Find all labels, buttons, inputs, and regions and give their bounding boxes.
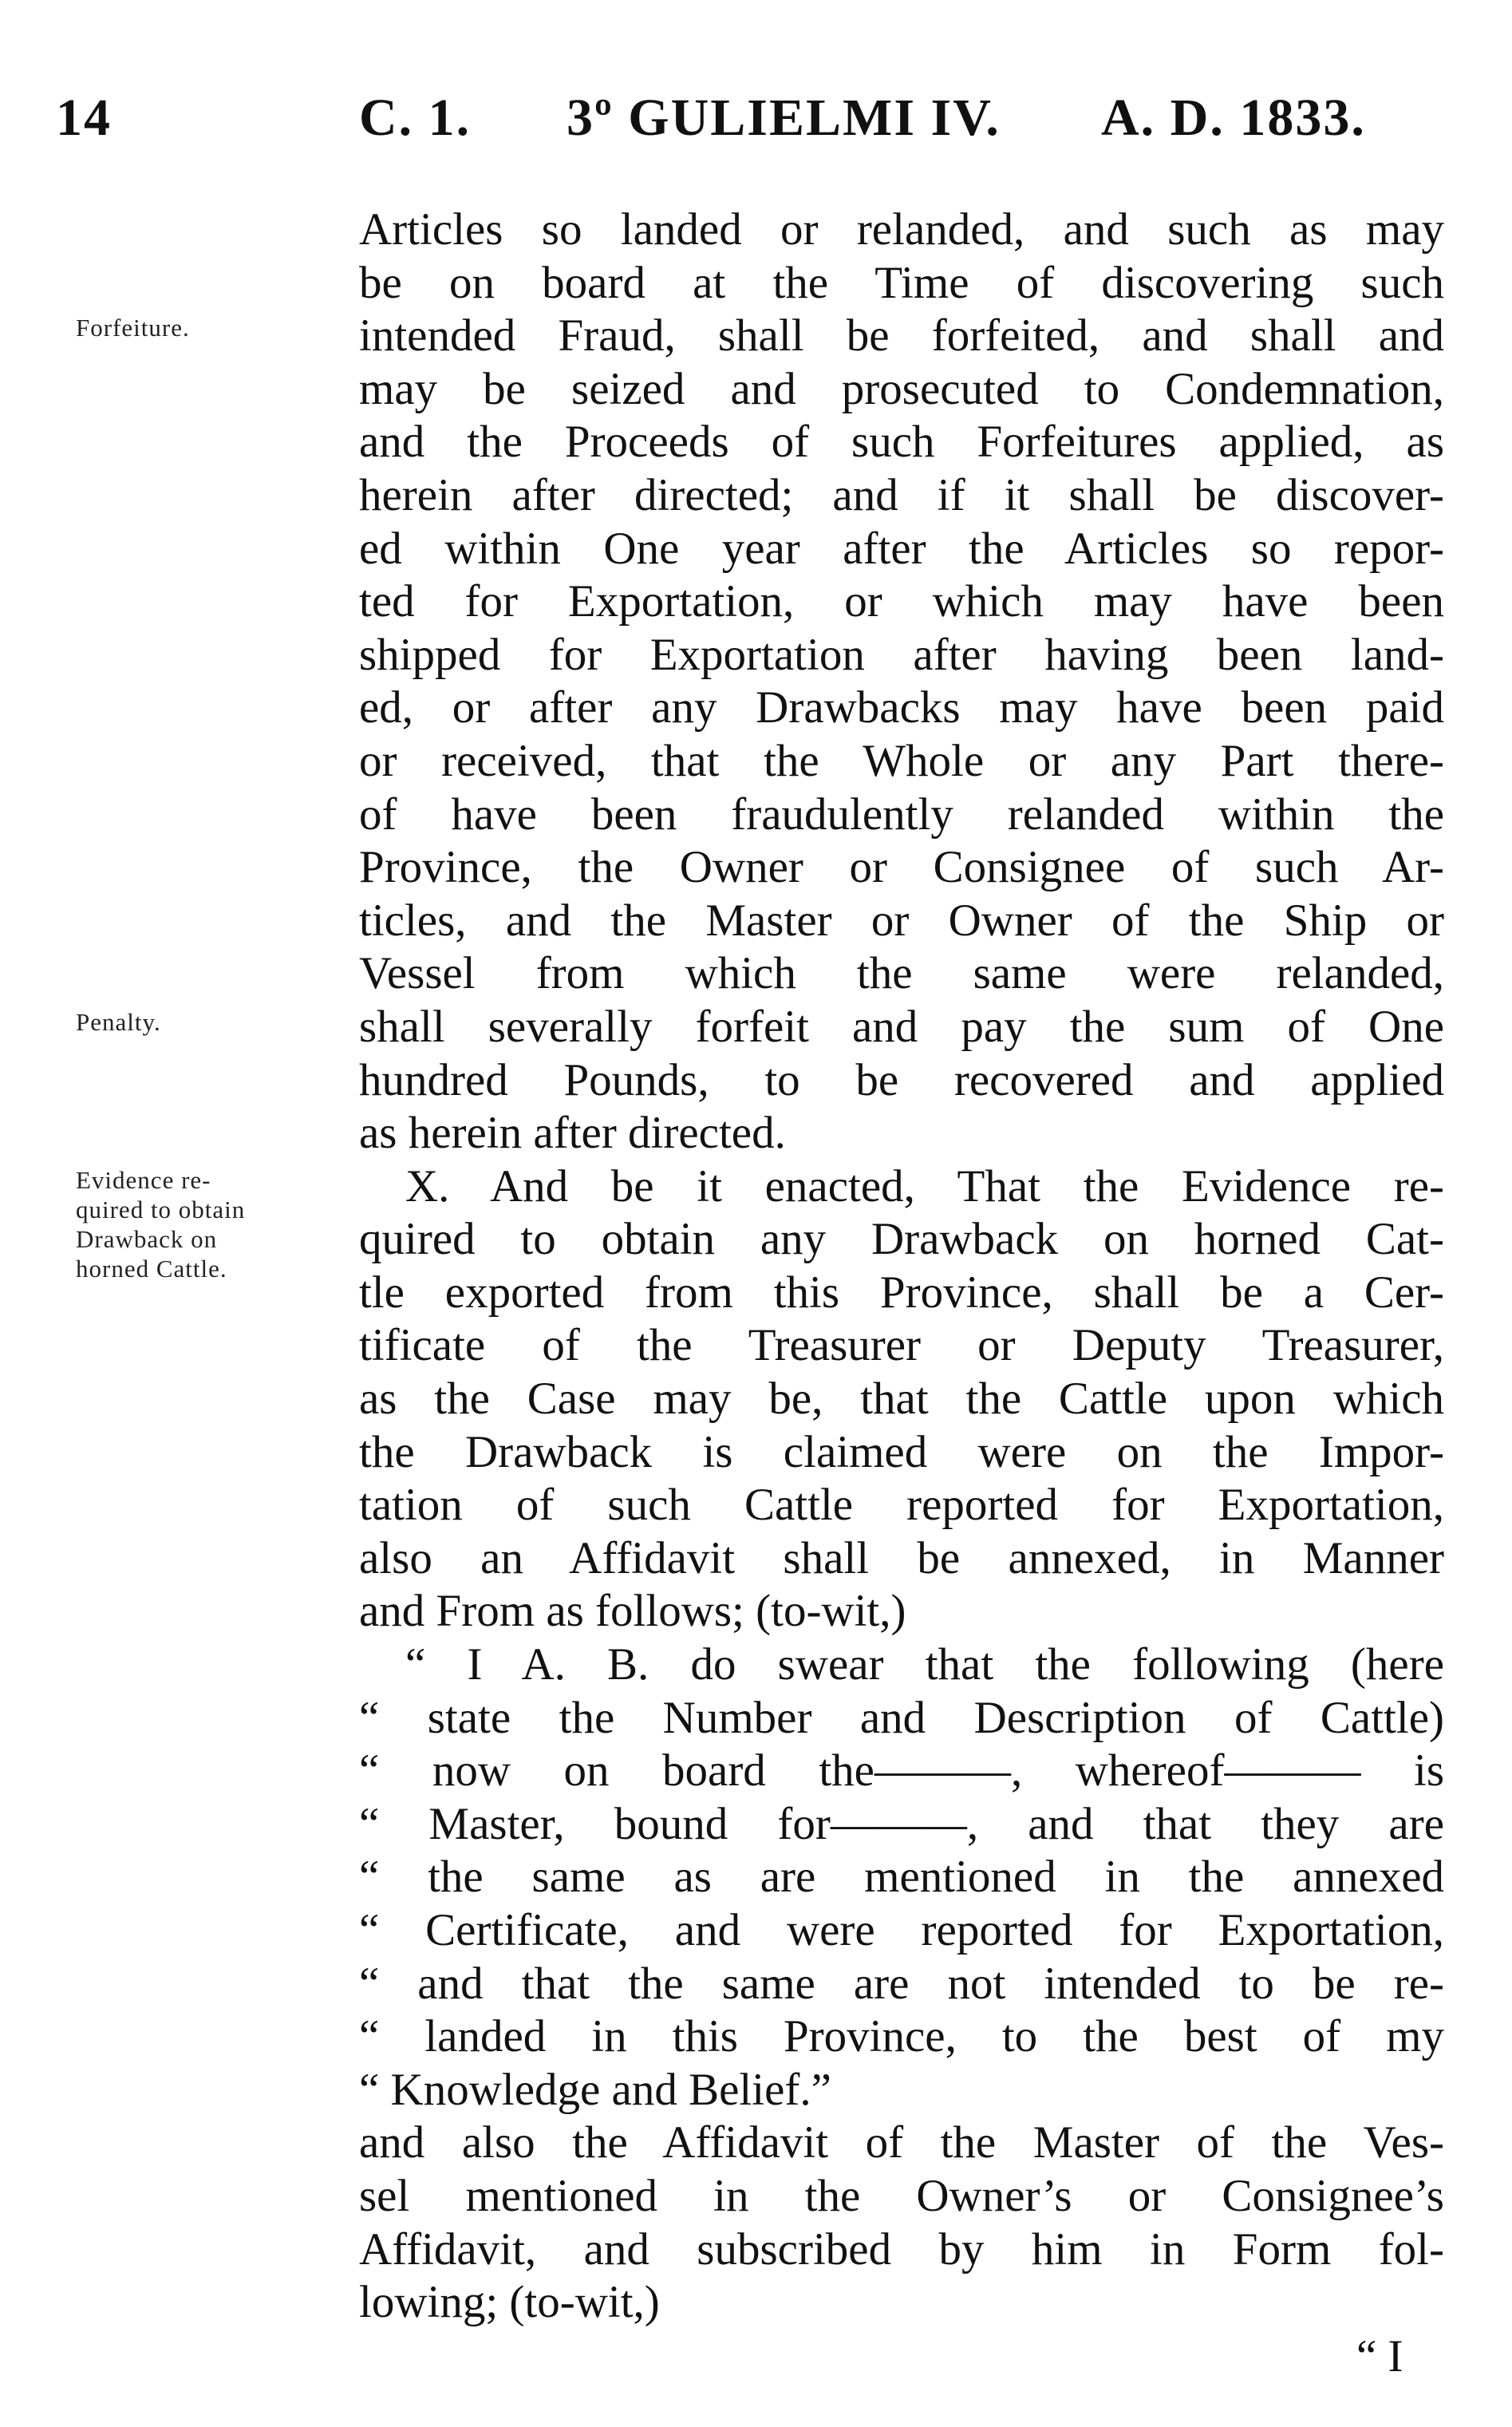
text-line: also an Affidavit shall be annexed, in Manner	[359, 1532, 1444, 1583]
text-line: lowing; (to-wit,)	[359, 2277, 660, 2328]
text-line: as the Case may be, that the Cattle upon which	[359, 1374, 1444, 1425]
margin-note-line: Evidence re-	[76, 1166, 211, 1194]
text-line: of have been fraudulently relanded within the	[359, 789, 1444, 840]
text-line: be on board at the Time of discovering such	[359, 257, 1444, 308]
margin-note-penalty	[76, 1007, 339, 1037]
text-line: Affidavit, and subscribed by him in Form fol-	[359, 2223, 1444, 2275]
regnal-year: 3º GULIELMI IV.	[567, 89, 1001, 147]
margin-note-line: Penalty.	[76, 1008, 161, 1036]
affidavit-line: “ and that the same are not intended to be re-	[359, 1958, 1444, 2009]
margin-note-evidence	[76, 1165, 339, 1283]
text-line: and From as follows; (to-wit,)	[359, 1586, 906, 1637]
text-line: or received, that the Whole or any Part there-	[359, 735, 1444, 786]
text-line: Vessel from which the same were relanded,	[359, 948, 1444, 999]
text-line: ed within One year after the Articles so repor-	[359, 523, 1444, 574]
page-number: 14	[56, 89, 112, 147]
affidavit-line: “ the same as are mentioned in the annexed	[359, 1852, 1444, 1903]
text-line: hundred Pounds, to be recovered and applied	[359, 1054, 1444, 1105]
margin-note-line: Drawback on	[76, 1225, 218, 1253]
text-line: ed, or after any Drawbacks may have been paid	[359, 682, 1444, 733]
text-line: and the Proceeds of such Forfeitures applied, as	[359, 417, 1444, 468]
text-line: tle exported from this Province, shall be a Cer-	[359, 1267, 1444, 1318]
margin-note-forfeiture	[76, 313, 339, 342]
text-line: quired to obtain any Drawback on horned Cat-	[359, 1214, 1444, 1265]
text-line: shall severally forfeit and pay the sum of One	[359, 1001, 1444, 1052]
text-line: shipped for Exportation after having been land-	[359, 629, 1444, 680]
affidavit-line: “ Master, bound for———, and that they are	[359, 1798, 1444, 1849]
affidavit-line: “ now on board the———, whereof——— is	[359, 1745, 1444, 1797]
catchword: “ I	[1356, 2331, 1403, 2382]
running-header	[56, 88, 1444, 160]
text-line: the Drawback is claimed were on the Impor-	[359, 1426, 1444, 1477]
text-line: tation of such Cattle reported for Exportation,	[359, 1480, 1444, 1531]
affidavit-line: “ landed in this Province, to the best of my	[359, 2011, 1444, 2062]
statute-text	[359, 204, 1444, 2330]
text-line: ticles, and the Master or Owner of the Ship or	[359, 895, 1444, 946]
section-x-opening: X. And be it enacted, That the Evidence re-	[405, 1160, 1444, 1212]
text-line: and also the Affidavit of the Master of the Ves-	[359, 2117, 1444, 2168]
anno-domini: A. D. 1833.	[1101, 89, 1366, 147]
chapter-number: C. 1.	[359, 89, 472, 147]
text-line: may be seized and prosecuted to Condemnation,	[359, 363, 1444, 414]
text-line: ted for Exportation, or which may have been	[359, 576, 1444, 627]
margin-note-line: horned Cattle.	[76, 1255, 227, 1283]
text-line: as herein after directed.	[359, 1108, 786, 1159]
affidavit-line: “ state the Number and Description of Cattle)	[359, 1692, 1444, 1743]
text-line: Articles so landed or relanded, and such as may	[359, 204, 1444, 255]
affidavit-line: “ Knowledge and Belief.”	[359, 2064, 831, 2115]
text-line: intended Fraud, shall be forfeited, and shall and	[359, 310, 1444, 362]
text-line: tificate of the Treasurer or Deputy Treasurer,	[359, 1320, 1444, 1371]
text-line: herein after directed; and if it shall be discover-	[359, 469, 1444, 520]
margin-note-line: quired to obtain	[76, 1196, 246, 1223]
margin-note-line: Forfeiture.	[76, 314, 190, 342]
text-line: sel mentioned in the Owner’s or Consignee’s	[359, 2170, 1444, 2221]
affidavit-line: “ Certificate, and were reported for Exportation,	[359, 1905, 1444, 1955]
affidavit-line: “ I A. B. do swear that the following (here	[405, 1639, 1444, 1690]
text-line: Province, the Owner or Consignee of such Ar-	[359, 842, 1444, 893]
